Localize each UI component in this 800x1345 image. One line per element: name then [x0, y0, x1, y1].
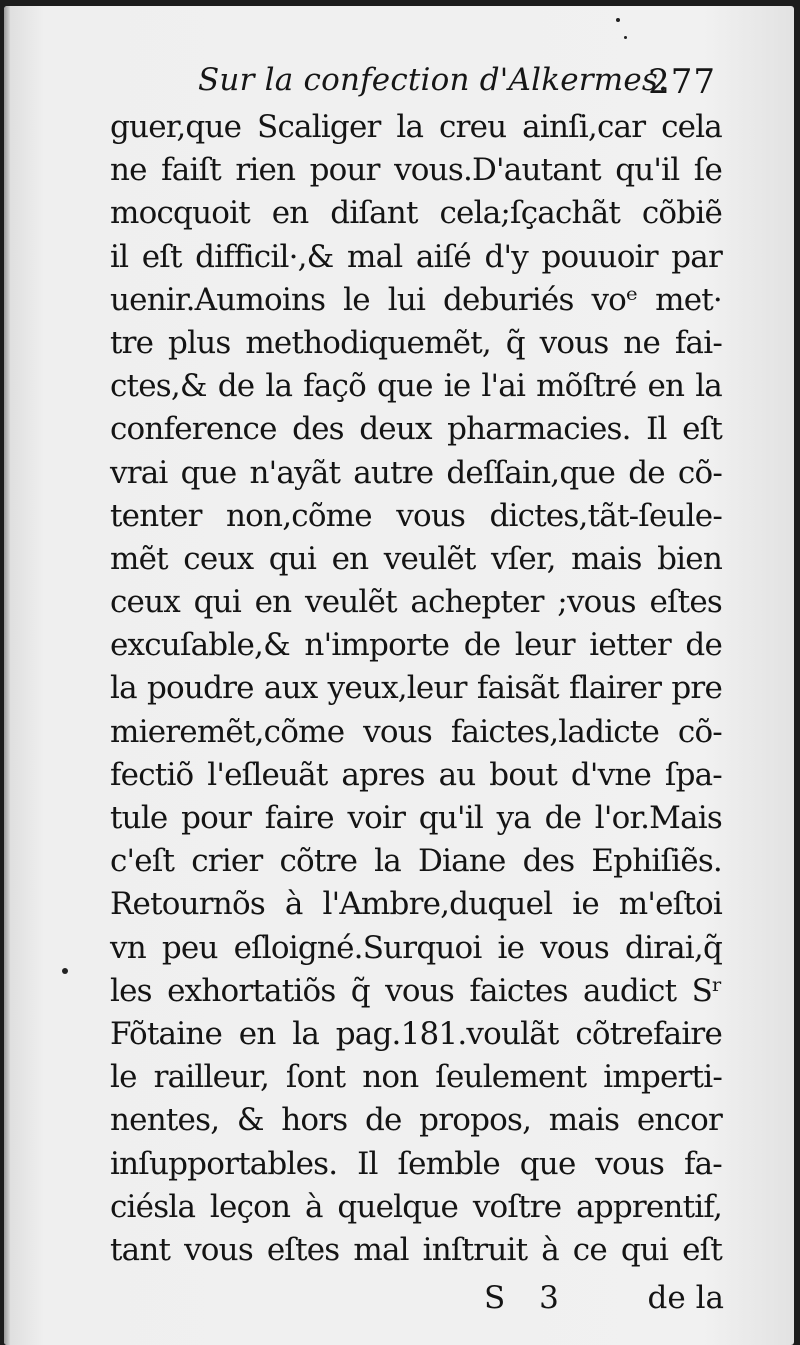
signature-mark: S 3 — [484, 1280, 571, 1316]
page-edge-shadow — [4, 6, 10, 1345]
page-footer — [484, 1278, 724, 1322]
text-line: mieremẽt,cõme vous faictes,ladicte cõ- — [110, 713, 722, 750]
ink-speck — [616, 18, 620, 22]
text-line: mẽt ceux qui en veulẽt vſer, mais bien — [110, 540, 722, 577]
text-line: guer,que Scaliger la creu ainſi,car cela — [110, 109, 722, 145]
text-line: il eſt difficil·,& mal aiſé d'y pouuoir par — [110, 238, 722, 275]
text-line: conference des deux pharmacies. Il eſt — [110, 411, 722, 448]
page-number: 277 — [648, 62, 716, 102]
text-line: Retournõs à l'Ambre,duquel ie m'eſtoi — [110, 886, 722, 923]
text-line: tenter non,cõme vous dictes,tãt-ſeule- — [110, 497, 722, 534]
page-header — [190, 58, 720, 104]
text-line: tule pour faire voir qu'il ya de l'or.Mais — [110, 800, 722, 836]
text-line: ctes,& de la façõ que ie l'ai mõſtré en la — [110, 368, 722, 405]
text-line: vrai que n'ayãt autre deſſain,que de cõ- — [110, 454, 722, 491]
text-line: vn peu eſloigné.Surquoi ie vous dirai,q̃ — [110, 929, 722, 966]
text-line: nentes, & hors de propos, mais encor — [110, 1102, 722, 1139]
running-head: Sur la confection d'Alkermes. — [198, 62, 669, 98]
text-line: ne faiſt rien pour vous.D'autant qu'il ſe — [110, 152, 722, 189]
ink-speck — [62, 968, 68, 974]
catchword: de la — [647, 1280, 724, 1316]
text-line: Fõtaine en la pag.181.voulãt cõtrefaire — [110, 1015, 722, 1052]
text-line: fectiõ l'eſleuãt apres au bout d'vne ſpa- — [110, 756, 722, 793]
text-line: la poudre aux yeux,leur faisãt flairer pre — [110, 670, 722, 707]
text-line: le railleur, ſont non ſeulement imperti- — [110, 1059, 722, 1096]
text-line: excuſable,& n'importe de leur ietter de — [110, 627, 722, 664]
book-page — [4, 6, 794, 1345]
text-line: inſupportables. Il ſemble que vous fa- — [110, 1145, 722, 1182]
text-line: ceux qui en veulẽt achepter ;vous eſtes — [110, 584, 722, 621]
text-line: tant vous eſtes mal inſtruit à ce qui eſt — [110, 1231, 722, 1268]
text-line: c'eſt crier cõtre la Diane des Ephiſiẽs. — [110, 843, 722, 880]
body-text — [110, 106, 722, 1272]
text-line: mocquoit en diſant cela;ſçachãt cõbiẽ — [110, 195, 722, 232]
text-line: ciésla leçon à quelque voſtre apprentif, — [110, 1188, 722, 1225]
text-line: les exhortatiõs q̃ vous faictes audict Sʳ — [110, 972, 722, 1009]
text-line: tre plus methodiquemẽt, q̃ vous ne fai- — [110, 324, 722, 361]
text-line: uenir.Aumoins le lui deburiés voᵉ met· — [110, 281, 722, 318]
ink-speck — [624, 36, 627, 39]
